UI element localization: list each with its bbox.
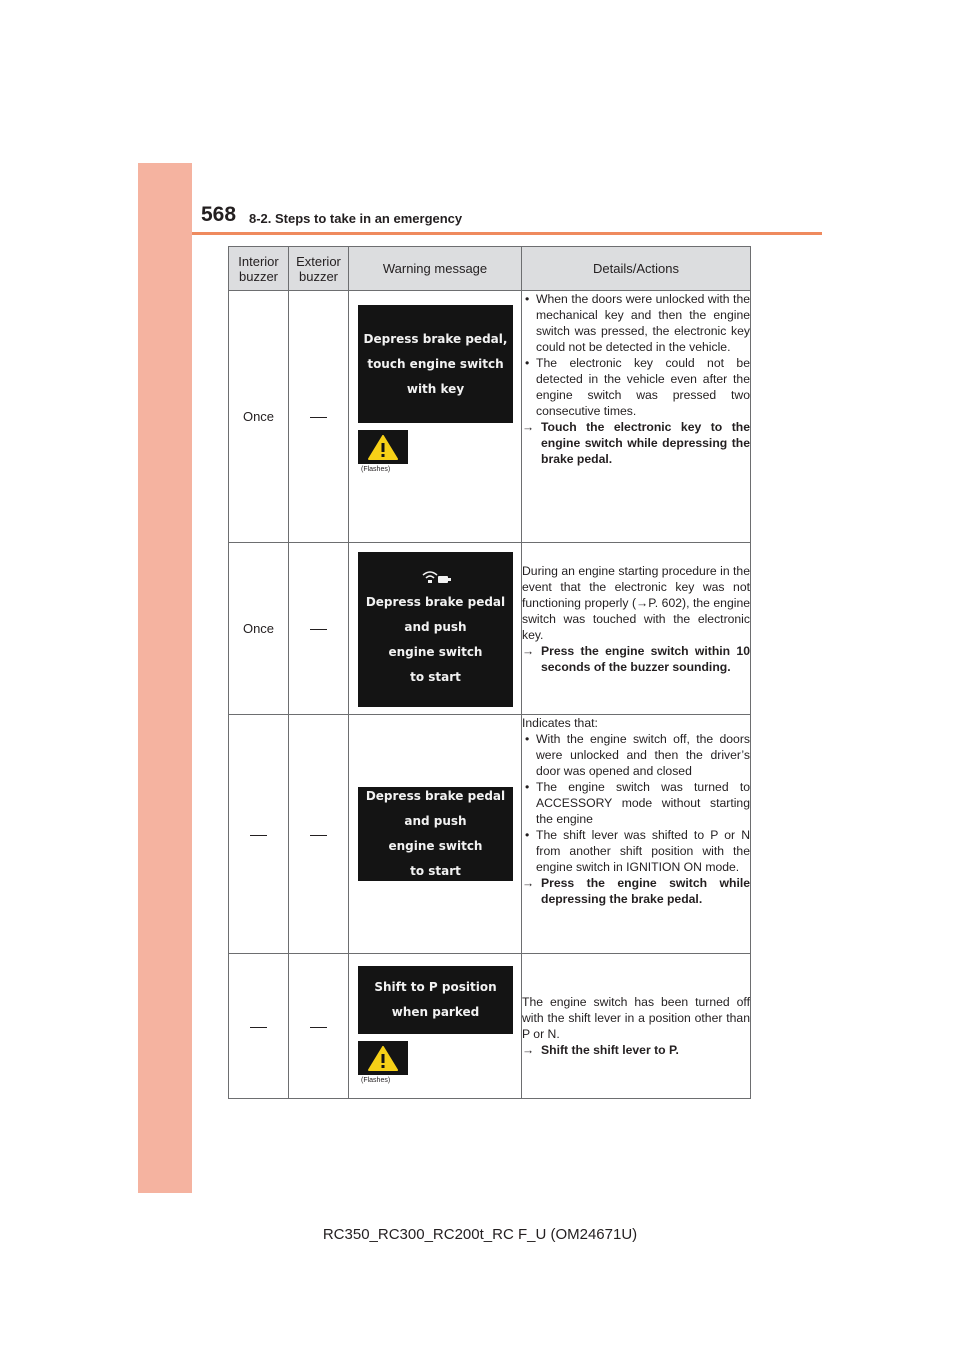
detail-bullet: • The shift lever was shifted to P or N from another shift position with the engine switch in IGNITION ON mode.	[522, 827, 750, 875]
section-title: 8-2. Steps to take in an emergency	[249, 211, 463, 226]
display-line: when parked	[391, 1005, 480, 1019]
exterior-buzzer-cell	[289, 715, 349, 954]
dash-mark	[250, 835, 267, 836]
exterior-buzzer-cell	[289, 291, 349, 543]
warning-message-cell	[349, 954, 522, 1099]
warning-message-cell	[349, 543, 522, 715]
exterior-buzzer-cell	[289, 543, 349, 715]
page-number: 568	[201, 203, 237, 226]
display-line: and push	[404, 814, 467, 828]
flashes-note: (Flashes)	[361, 1077, 391, 1084]
display-line: Depress brake pedal,	[363, 331, 508, 346]
warning-message-cell	[349, 715, 522, 954]
display-line: and push	[404, 620, 467, 634]
display-line: with key	[406, 381, 465, 396]
dash-mark	[250, 1027, 267, 1028]
exterior-buzzer-header: Exterior buzzer	[289, 247, 349, 291]
interior-buzzer-header: Interior buzzer	[229, 247, 289, 291]
display-line: engine switch	[388, 645, 483, 659]
dash-mark	[310, 629, 327, 630]
message-display	[358, 787, 513, 881]
message-display	[358, 552, 513, 707]
footer-model-code: RC350_RC300_RC200t_RC F_U (OM24671U)	[322, 1226, 638, 1243]
detail-bullet: • With the engine switch off, the doors were unlocked and then the driver’s door was opened and closed	[522, 731, 750, 779]
dash-mark	[310, 1027, 327, 1028]
action-text: → Touch the electronic key to the engine switch while depressing the brake pedal.	[522, 420, 750, 466]
table-row	[229, 954, 751, 1099]
warning-table	[228, 246, 751, 1099]
detail-intro: Indicates that:	[522, 716, 598, 730]
details-cell	[522, 543, 751, 715]
exterior-buzzer-cell	[289, 954, 349, 1099]
dash-mark	[310, 835, 327, 836]
table-header-row	[229, 247, 751, 291]
display-line: Depress brake pedal	[365, 789, 506, 803]
dash-mark	[310, 417, 327, 418]
interior-buzzer-cell: Once	[229, 291, 289, 543]
details-actions-header: Details/Actions	[522, 247, 751, 291]
details-cell	[522, 715, 751, 954]
details-cell	[522, 954, 751, 1099]
message-display	[358, 966, 513, 1034]
display-line: to start	[410, 670, 461, 684]
header-rule	[192, 232, 822, 235]
key-signal-icon	[358, 569, 513, 590]
action-text: → Shift the shift lever to P.	[522, 1043, 679, 1057]
action-text: → Press the engine switch within 10 seconds of the buzzer sounding.	[522, 644, 750, 674]
warning-message-header: Warning message	[349, 247, 522, 291]
interior-buzzer-cell	[229, 715, 289, 954]
side-color-band	[138, 163, 192, 1193]
detail-paragraph: During an engine starting procedure in the event that the electronic key was not functioning properly (→P. 602), the engine switch was touched with the electronic key.	[522, 564, 750, 642]
display-line: engine switch	[388, 839, 483, 853]
message-display	[358, 305, 513, 423]
table-row	[229, 715, 751, 954]
detail-bullet: • The engine switch was turned to ACCESSORY mode without starting the engine	[522, 779, 750, 827]
action-text: → Press the engine switch while depressing the brake pedal.	[522, 876, 750, 906]
table-row	[229, 543, 751, 715]
flashes-note: (Flashes)	[361, 466, 391, 473]
detail-bullet: • The electronic key could not be detected in the vehicle even after the engine switch was pressed two consecutive times.	[522, 355, 750, 419]
warning-triangle-icon	[358, 1041, 408, 1075]
display-line: Depress brake pedal	[365, 595, 506, 609]
warning-message-cell	[349, 291, 522, 543]
details-cell	[522, 291, 751, 543]
detail-bullet: • When the doors were unlocked with the mechanical key and then the engine switch was pressed, the electronic key could not be detected in the vehicle.	[522, 291, 750, 355]
display-line: to start	[410, 864, 461, 878]
warning-triangle-icon	[358, 430, 408, 464]
detail-paragraph: The engine switch has been turned off with the shift lever in a position other than P or N.	[522, 995, 750, 1041]
display-line: touch engine switch	[367, 356, 504, 371]
table-row	[229, 291, 751, 543]
interior-buzzer-cell	[229, 954, 289, 1099]
interior-buzzer-cell: Once	[229, 543, 289, 715]
display-line: Shift to P position	[374, 980, 497, 994]
